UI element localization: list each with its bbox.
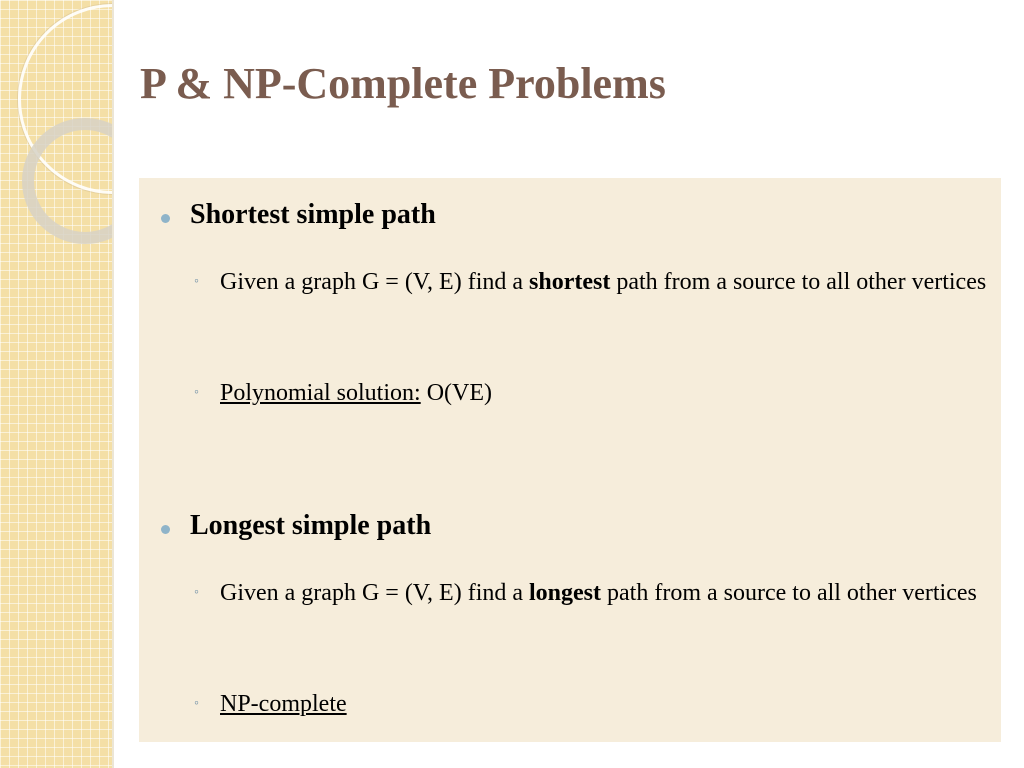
sub-item-text: Given a graph G = (V, E) find a [220,269,530,295]
decorative-side-panel [0,0,112,768]
slide-title: P & NP-Complete Problems [140,59,666,108]
sub-item-shortest-definition [220,257,990,308]
sub-item-text: Given a graph G = (V, E) find a [220,580,530,606]
sub-bullet-circle-icon: ◦ [194,696,199,711]
sub-item-bold-term: longest [529,580,602,606]
sub-item-underlined-label: NP-complete [220,691,347,717]
content-box [139,178,1001,742]
sub-item-underlined-label: Polynomial solution: [220,380,421,406]
sub-item-text: path from a source to all other vertices [610,269,987,295]
sub-item-bold-term: shortest [529,269,611,295]
sub-bullet-circle-icon: ◦ [194,274,199,289]
sub-item-text: O(VE) [420,380,492,406]
side-panel-edge [112,0,114,768]
sub-item-longest-definition [220,568,990,619]
sub-item-np-complete [220,679,990,730]
bullet-dot-icon [161,214,170,223]
bullet-dot-icon [161,525,170,534]
sub-bullet-circle-icon: ◦ [194,585,199,600]
sub-bullet-circle-icon: ◦ [194,385,199,400]
sub-item-polynomial-solution [220,368,990,419]
section-heading-longest: Longest simple path [190,510,432,541]
section-heading-shortest: Shortest simple path [190,199,436,230]
sub-item-text: path from a source to all other vertices [601,580,977,606]
